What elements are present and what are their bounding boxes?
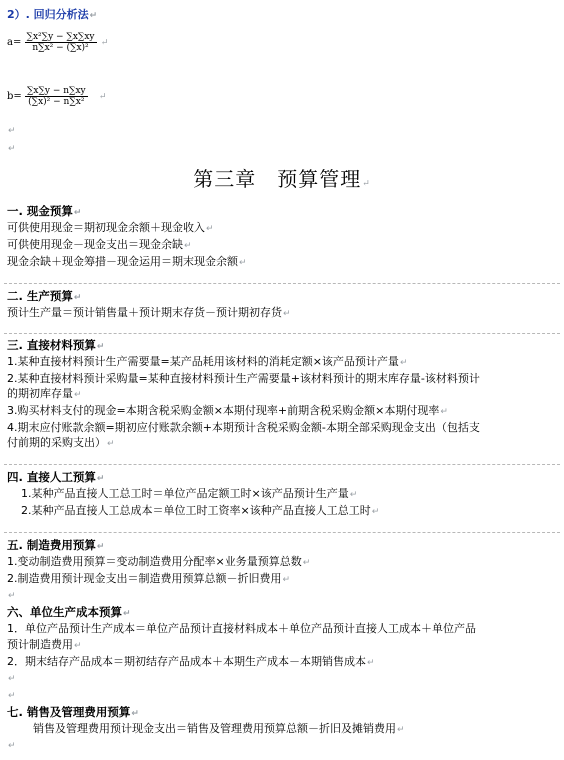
formula-b-denominator: (∑x)² − n∑x² [28, 97, 85, 107]
section-heading-selling-admin-expense-budget: 七. 销售及管理费用预算↵ [7, 705, 139, 719]
section-line: 1.某种产品直接人工总工时＝单位产品定额工时×该产品预计生产量↵ [21, 487, 358, 500]
formula-b-numerator: ∑x∑y − n∑xy [26, 86, 86, 96]
section-divider [4, 333, 560, 334]
section-line: 现金余缺＋现金筹措－现金运用＝期末现金余额↵ [7, 255, 247, 268]
formula-b-label: b= [7, 91, 22, 102]
section-heading-manufacturing-overhead-budget: 五. 制造费用预算↵ [7, 538, 105, 552]
section-line: 2．期末结存产品成本＝期初结存产品成本＋本期生产成本－本期销售成本↵ [7, 655, 375, 668]
section-heading-cash-budget: 一. 现金预算↵ [7, 204, 82, 218]
section-line: 2.某种产品直接人工总成本＝单位工时工资率×该种产品直接人工总工时↵ [21, 504, 380, 517]
chapter-title: 第三章 预算管理↵ [193, 167, 371, 191]
empty-paragraph: ↵ [8, 126, 16, 136]
regression-heading: 2）. 回归分析法↵ [7, 8, 98, 21]
section-heading-direct-materials-budget: 三. 直接材料预算↵ [7, 338, 105, 352]
section-line: 预计生产量＝预计销售量＋预计期末存货－预计期初存货↵ [7, 306, 291, 319]
section-line: 可供使用现金－现金支出＝现金余缺↵ [7, 238, 192, 251]
paragraph-mark: ↵ [362, 179, 371, 189]
section-line: 可供使用现金＝期初现金余额＋现金收入↵ [7, 221, 214, 234]
section-divider [4, 532, 560, 533]
paragraph-mark: ↵ [98, 92, 107, 102]
section-line: 的期初库存量↵ [7, 387, 82, 400]
formula-b-fraction [25, 86, 88, 107]
section-heading-direct-labor-budget: 四. 直接人工预算↵ [7, 470, 105, 484]
formula-a-label: a= [7, 37, 22, 48]
section-line: 1.变动制造费用预算＝变动制造费用分配率×业务量预算总数↵ [7, 555, 311, 568]
section-line: 付前期的采购支出）↵ [7, 436, 115, 449]
section-line: 预计制造费用↵ [7, 638, 82, 651]
section-divider [4, 464, 560, 465]
empty-paragraph: ↵ [8, 741, 16, 751]
section-heading-production-budget: 二. 生产预算↵ [7, 289, 82, 303]
section-line: 3.购买材料支付的现金=本期含税采购金额×本期付现率+前期含税采购金额×本期付现率↵ [7, 404, 448, 417]
section-divider [4, 283, 560, 284]
formula-a-numerator: ∑x²∑y − ∑x∑xy [26, 32, 95, 42]
formula-b [7, 86, 106, 107]
formula-a-denominator: n∑x² − (∑x)² [32, 43, 89, 53]
section-line: 2.某种直接材料预计采购量=某种直接材料预计生产需要量+该材料预计的期末库存量-该材料预计 [7, 372, 480, 385]
empty-paragraph: ↵ [8, 674, 16, 684]
empty-paragraph: ↵ [8, 591, 16, 601]
section-line: 1.某种直接材料预计生产需要量=某产品耗用该材料的消耗定额×该产品预计产量↵ [7, 355, 408, 368]
section-line: 2.制造费用预计现金支出＝制造费用预算总额－折旧费用↵ [7, 572, 291, 585]
section-line: 销售及管理费用预计现金支出＝销售及管理费用预算总额－折旧及摊销费用↵ [33, 722, 405, 735]
section-line: 4.期末应付账款余额=期初应付账款余额+本期预计含税采购金额-本期全部采购现金支出（包括支 [7, 421, 480, 434]
formula-a [7, 32, 108, 53]
paragraph-mark: ↵ [89, 11, 98, 21]
section-line: 1．单位产品预计生产成本＝单位产品预计直接材料成本＋单位产品预计直接人工成本＋单位产品 [7, 622, 476, 635]
empty-paragraph: ↵ [8, 691, 16, 701]
paragraph-mark: ↵ [100, 38, 109, 48]
section-heading-unit-production-cost-budget: 六、单位生产成本预算↵ [7, 605, 131, 619]
empty-paragraph: ↵ [8, 144, 16, 154]
formula-a-fraction [25, 32, 97, 53]
